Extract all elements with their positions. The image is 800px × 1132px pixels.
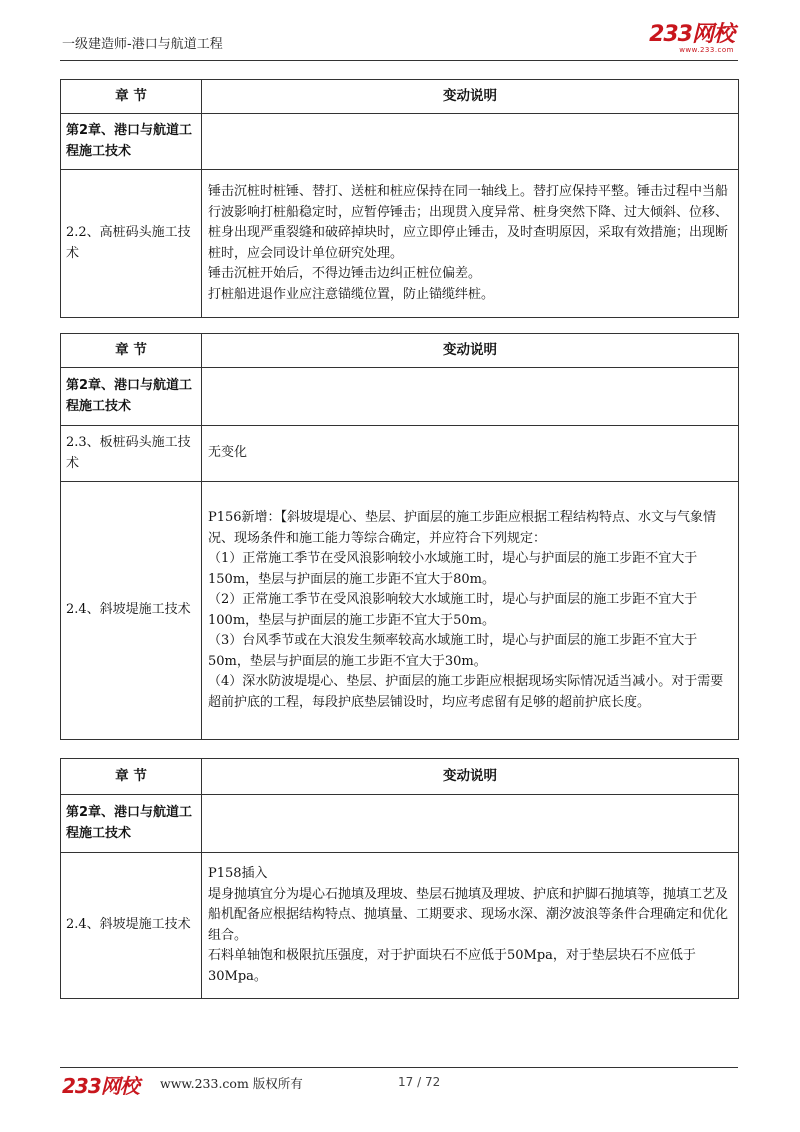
footer-site[interactable]: www.233.com 版权所有 [160,1076,303,1091]
header-title: 一级建造师-港口与航道工程 [62,37,223,52]
section-cell: 2.4、斜坡堤施工技术 [61,482,202,740]
change-cell [202,853,739,999]
change-cell [202,426,739,482]
change-text: 锤击沉桩时桩锤、替打、送桩和桩应保持在同一轴线上。替打应保持平整。锤击过程中当船行波影响打桩船稳定时，应暂停锤击；出现贯入度异常、桩身突然下降、过大倾斜、位移、桩身出现严重裂缝和破碎掉块时，应立即停止锤击，及时查明原因，采取有效措施；出现断桩时，应会同设计单位研究处理。 [208,184,729,261]
page-footer [60,1067,738,1098]
col-header-chapter: 章 节 [61,334,202,368]
change-text: P156新增：【斜坡堤堤心、垫层、护面层的施工步距应根据工程结构特点、水文与气象情况、现场条件和施工能力等综合确定，并应符合下列规定： [208,510,717,546]
brand-logo [649,24,734,54]
col-header-change: 变动说明 [202,334,739,368]
chapter-cell: 第2章、港口与航道工程施工技术 [61,114,202,170]
col-header-change: 变动说明 [202,759,739,795]
change-cell [202,170,739,318]
change-text: 锤击沉桩开始后，不得边锤击边纠正桩位偏差。 [208,266,482,281]
chapter-cell: 第2章、港口与航道工程施工技术 [61,368,202,426]
col-header-change: 变动说明 [202,80,739,114]
page-header [60,22,738,61]
change-cell [202,368,739,426]
section-cell: 2.4、斜坡堤施工技术 [61,853,202,999]
footer-logo: 233网校 [62,1074,139,1098]
change-table-1 [60,79,739,318]
change-table-2 [60,333,739,740]
change-cell [202,482,739,740]
section-cell: 2.3、板桩码头施工技术 [61,426,202,482]
change-text: （1）正常施工季节在受风浪影响较小水域施工时，堤心与护面层的施工步距不宜大于150m，垫层与护面层的施工步距不宜大于80m。 [208,551,698,587]
change-cell [202,114,739,170]
change-text: 无变化 [208,445,248,461]
change-text: （3）台风季节或在大浪发生频率较高水域施工时，堤心与护面层的施工步距不宜大于50m，垫层与护面层的施工步距不宜大于30m。 [208,633,698,669]
page-number: 17 / 72 [398,1075,441,1089]
logo-text: 233网校 [649,22,734,47]
col-header-chapter: 章 节 [61,80,202,114]
change-text: （2）正常施工季节在受风浪影响较大水域施工时，堤心与护面层的施工步距不宜大于100m，垫层与护面层的施工步距不宜大于50m。 [208,592,698,628]
change-text: P158插入 [208,866,268,881]
change-text: （4）深水防波堤堤心、垫层、护面层的施工步距应根据现场实际情况适当减小。对于需要超前护底的工程，每段护底垫层铺设时，均应考虑留有足够的超前护底长度。 [208,674,724,710]
change-cell [202,795,739,853]
change-text: 打桩船进退作业应注意锚缆位置，防止锚缆绊桩。 [208,286,495,302]
col-header-chapter: 章 节 [61,759,202,795]
logo-url: www.233.com [679,46,734,54]
change-text: 堤身抛填宜分为堤心石抛填及理坡、垫层石抛填及理坡、护底和护脚石抛填等，抛填工艺及船机配备应根据结构特点、抛填量、工期要求、现场水深、潮汐波浪等条件合理确定和优化组合。 [208,886,729,943]
chapter-cell: 第2章、港口与航道工程施工技术 [61,795,202,853]
change-table-3 [60,758,739,999]
section-cell: 2.2、高桩码头施工技术 [61,170,202,318]
change-text: 石料单轴饱和极限抗压强度，对于护面块石不应低于50Mpa，对于垫层块石不应低于30Mpa。 [208,948,696,984]
